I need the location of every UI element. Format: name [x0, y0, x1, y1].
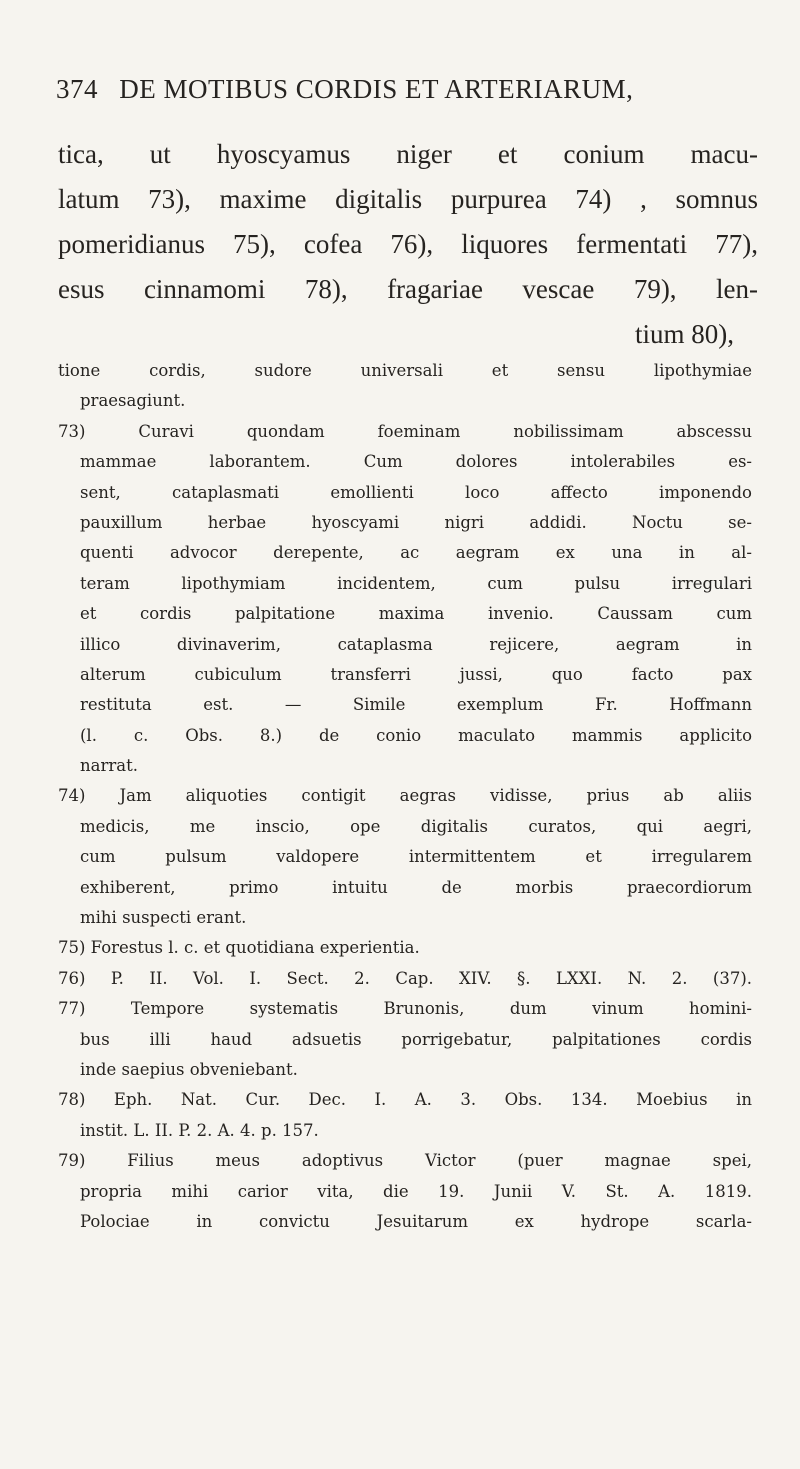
running-title: DE MOTIBUS CORDIS ET ARTERIARUM, — [119, 74, 634, 104]
footnote-line: 76) P. II. Vol. I. Sect. 2. Cap. XIV. §. LXXI. N. 2. (37). — [58, 968, 752, 988]
footnote-line: mammae laborantem. Cum dolores intolerabiles es- — [80, 452, 752, 472]
footnote-line: et cordis palpitatione maxima invenio. Caussam cum — [80, 604, 752, 624]
footnote-line: (l. c. Obs. 8.) de conio maculato mammis applicito — [80, 725, 752, 745]
footnote-line: 79) Filius meus adoptivus Victor (puer magnae spei, — [58, 1151, 752, 1171]
footnote-line: instit. L. II. P. 2. A. 4. p. 157. — [80, 1120, 319, 1140]
footnote-line: alterum cubiculum transferri jussi, quo facto pax — [80, 664, 752, 684]
main-line: latum 73), maxime digitalis purpurea 74) , somnus — [58, 184, 758, 214]
running-header — [56, 74, 746, 105]
footnote-line: narrat. — [80, 756, 138, 776]
footnote-line: propria mihi carior vita, die 19. Junii V. St. A. 1819. — [80, 1181, 752, 1201]
footnote-line: restituta est. — Simile exemplum Fr. Hoffmann — [80, 695, 752, 715]
main-line: esus cinnamomi 78), fragariae vescae 79), len- — [58, 274, 758, 304]
footnote-line: mihi suspecti erant. — [80, 908, 247, 928]
footnote-line: quenti advocor derepente, ac aegram ex una in al- — [80, 543, 752, 563]
footnote-line: 77) Tempore systematis Brunonis, dum vinum homini- — [58, 999, 752, 1019]
main-line: tium 80), — [635, 319, 734, 349]
footnote-line: bus illi haud adsuetis porrigebatur, palpitationes cordis — [80, 1029, 752, 1049]
footnotes — [58, 356, 752, 1237]
page-number: 374 — [56, 74, 98, 104]
footnote-line: tione cordis, sudore universali et sensu lipothymiae — [58, 361, 752, 380]
footnote-line: medicis, me inscio, ope digitalis curatos, qui aegri, — [80, 816, 752, 836]
footnote-line: cum pulsum valdopere intermittentem et irregularem — [80, 847, 752, 867]
footnote-line: Polociae in convictu Jesuitarum ex hydrope scarla- — [80, 1211, 752, 1231]
footnote-line: 75) Forestus l. c. et quotidiana experientia. — [58, 938, 420, 958]
footnote-line: 74) Jam aliquoties contigit aegras vidisse, prius ab aliis — [58, 786, 752, 806]
footnote-line: exhiberent, primo intuitu de morbis praecordiorum — [80, 877, 752, 897]
footnote-line: inde saepius obveniebant. — [80, 1059, 298, 1079]
main-text — [58, 132, 758, 357]
footnote-line: 78) Eph. Nat. Cur. Dec. I. A. 3. Obs. 134. Moebius in — [58, 1090, 752, 1110]
main-line: tica, ut hyoscyamus niger et conium macu- — [58, 139, 758, 169]
footnote-line: praesagiunt. — [80, 391, 186, 411]
footnote-line: teram lipothymiam incidentem, cum pulsu irregulari — [80, 573, 752, 593]
footnote-line: illico divinaverim, cataplasma rejicere, aegram in — [80, 634, 752, 654]
main-line: pomeridianus 75), cofea 76), liquores fermentati 77), — [58, 229, 758, 259]
footnote-line: 73) Curavi quondam foeminam nobilissimam abscessu — [58, 421, 752, 441]
footnote-line: pauxillum herbae hyoscyami nigri addidi. Noctu se- — [80, 512, 752, 532]
footnote-line: sent, cataplasmati emollienti loco affecto imponendo — [80, 482, 752, 502]
